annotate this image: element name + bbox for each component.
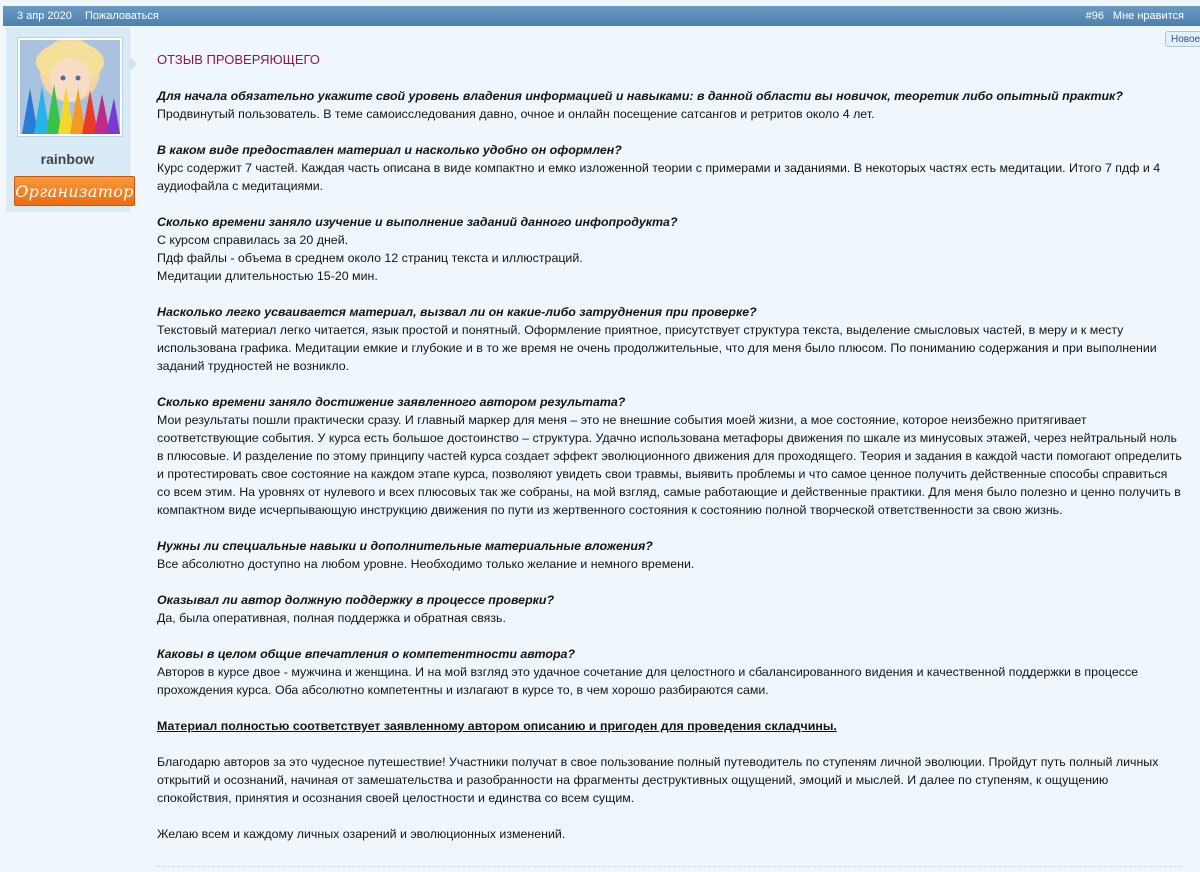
post-heading: ОТЗЫВ ПРОВЕРЯЮЩЕГО bbox=[157, 52, 320, 67]
review-question: Для начала обязательно укажите свой уровень владения информацией и навыками: в данной области вы новичок, теоретик либо опытный практик? bbox=[157, 89, 1123, 103]
wish-paragraph: Желаю всем и каждому личных озарений и эволюционных изменений. bbox=[157, 827, 566, 841]
review-section bbox=[157, 645, 1182, 699]
avatar-image bbox=[20, 40, 120, 134]
review-answer: Продвинутый пользователь. В теме самоисследования давно, очное и онлайн посещение сатсангов и ретритов около 4 лет. bbox=[157, 107, 875, 121]
post-number-link[interactable]: #96 bbox=[1085, 10, 1104, 22]
review-question: Каковы в целом общие впечатления о компетентности автора? bbox=[157, 647, 576, 661]
review-section bbox=[157, 87, 1182, 123]
like-link[interactable]: Мне нравится bbox=[1112, 10, 1184, 22]
review-verdict: Материал полностью соответствует заявленному автором описанию и пригоден для проведения складчины. bbox=[157, 719, 837, 733]
user-info-panel bbox=[6, 27, 134, 212]
review-answer: Мои результаты пошли практически сразу. И главный маркер для меня – это не внешние события моей жизни, а мое состояние, которое неизбежно притягивает соответствующие события. У курса есть большое достоинство – структура. Удачно использована метафоры движения по шкале из минусовых этажей, через нейтральный ноль в плюсовые. И разделение по этому принципу частей курса создает эффект эволюционного движения для проходящего. Теория и задания в каждой части помогают определить и протестировать свое состояние на каждом этапе курса, позволяют увидеть свои травмы, выявить проблемы и что самое ценное получить действенные способы справиться со всем этим. На уровнях от нулевого и всех плюсовых так же собраны, на мой взгляд, самые работающие и действенные практики. Для меня было полезно и ценно получить в компактном виде исчерпывающую инструкцию движения по пути из жертвенного состояния к состоянию полной творческой ответственности за свою жизнь. bbox=[157, 413, 1182, 517]
post-header-bar bbox=[3, 6, 1200, 26]
review-answer: Текстовый материал легко читается, язык простой и понятный. Оформление приятное, присутствует структура текста, выделение смысловых частей, в меру и к месту использована графика. Медитации емкие и глубокие и в то же время не очень продолжительные, что для меня было плюсом. По пониманию содержания и при выполнении заданий трудностей не возникло. bbox=[157, 323, 1157, 373]
new-button[interactable]: Новое bbox=[1165, 31, 1200, 47]
message-pointer bbox=[129, 56, 137, 72]
review-answer: Авторов в курсе двое - мужчина и женщина. И на мой взгляд это удачное сочетание для целостного и сбалансированного видения и качественной поддержки в процессе прохождения курса. Оба абсолютно компетентны и излагают в курсе то, в чем хорошо разбираются сами. bbox=[157, 665, 1139, 697]
review-answer: С курсом справилась за 20 дней. bbox=[157, 233, 349, 247]
review-section bbox=[157, 393, 1182, 519]
post-date: 3 апр 2020 bbox=[17, 10, 72, 22]
username[interactable]: rainbow bbox=[40, 151, 95, 167]
review-section bbox=[157, 213, 1182, 285]
review-question: Нужны ли специальные навыки и дополнительные материальные вложения? bbox=[157, 539, 653, 553]
review-section bbox=[157, 591, 1182, 627]
review-answer: Медитации длительностью 15-20 мин. bbox=[157, 269, 378, 283]
review-section bbox=[157, 303, 1182, 375]
review-answer: Все абсолютно доступно на любом уровне. Необходимо только желание и немного времени. bbox=[157, 557, 695, 571]
review-section bbox=[157, 141, 1182, 195]
review-question: Сколько времени заняло изучение и выполнение заданий данного инфопродукта? bbox=[157, 215, 678, 229]
review-question: Насколько легко усваивается материал, вызвал ли он какие-либо затруднения при проверке? bbox=[157, 305, 757, 319]
review-question: Оказывал ли автор должную поддержку в процессе проверки? bbox=[157, 593, 555, 607]
avatar[interactable] bbox=[17, 37, 123, 137]
review-answer: Да, была оперативная, полная поддержка и обратная связь. bbox=[157, 611, 506, 625]
role-badge: Организатор bbox=[14, 176, 135, 206]
post-divider bbox=[157, 866, 1182, 867]
thanks-paragraph: Благодарю авторов за это чудесное путешествие! Участники получат в свое пользование полный путеводитель по ступеням личной эволюции. Пройдут путь полный личных открытий и осознаний, начиная от замешательства и разобранности на фрагменты деструктивных ощущений, эмоций и мыслей. И далее по ступеням, к ощущению спокойствия, принятия и осознания своей целостности и единства со всем сущим. bbox=[157, 755, 1159, 805]
review-question: В каком виде предоставлен материал и насколько удобно он оформлен? bbox=[157, 143, 622, 157]
report-link[interactable]: Пожаловаться bbox=[85, 10, 159, 22]
post-body bbox=[157, 51, 1182, 843]
review-answer: Курс содержит 7 частей. Каждая часть описана в виде компактно и емко изложенной теории с примерами и заданиями. В некоторых частях есть медитации. Итого 7 пдф и 4 аудиофайла с медитациями. bbox=[157, 161, 1161, 193]
review-answer: Пдф файлы - объема в среднем около 12 страниц текста и иллюстраций. bbox=[157, 251, 583, 265]
review-question: Сколько времени заняло достижение заявленного автором результата? bbox=[157, 395, 626, 409]
review-section bbox=[157, 537, 1182, 573]
